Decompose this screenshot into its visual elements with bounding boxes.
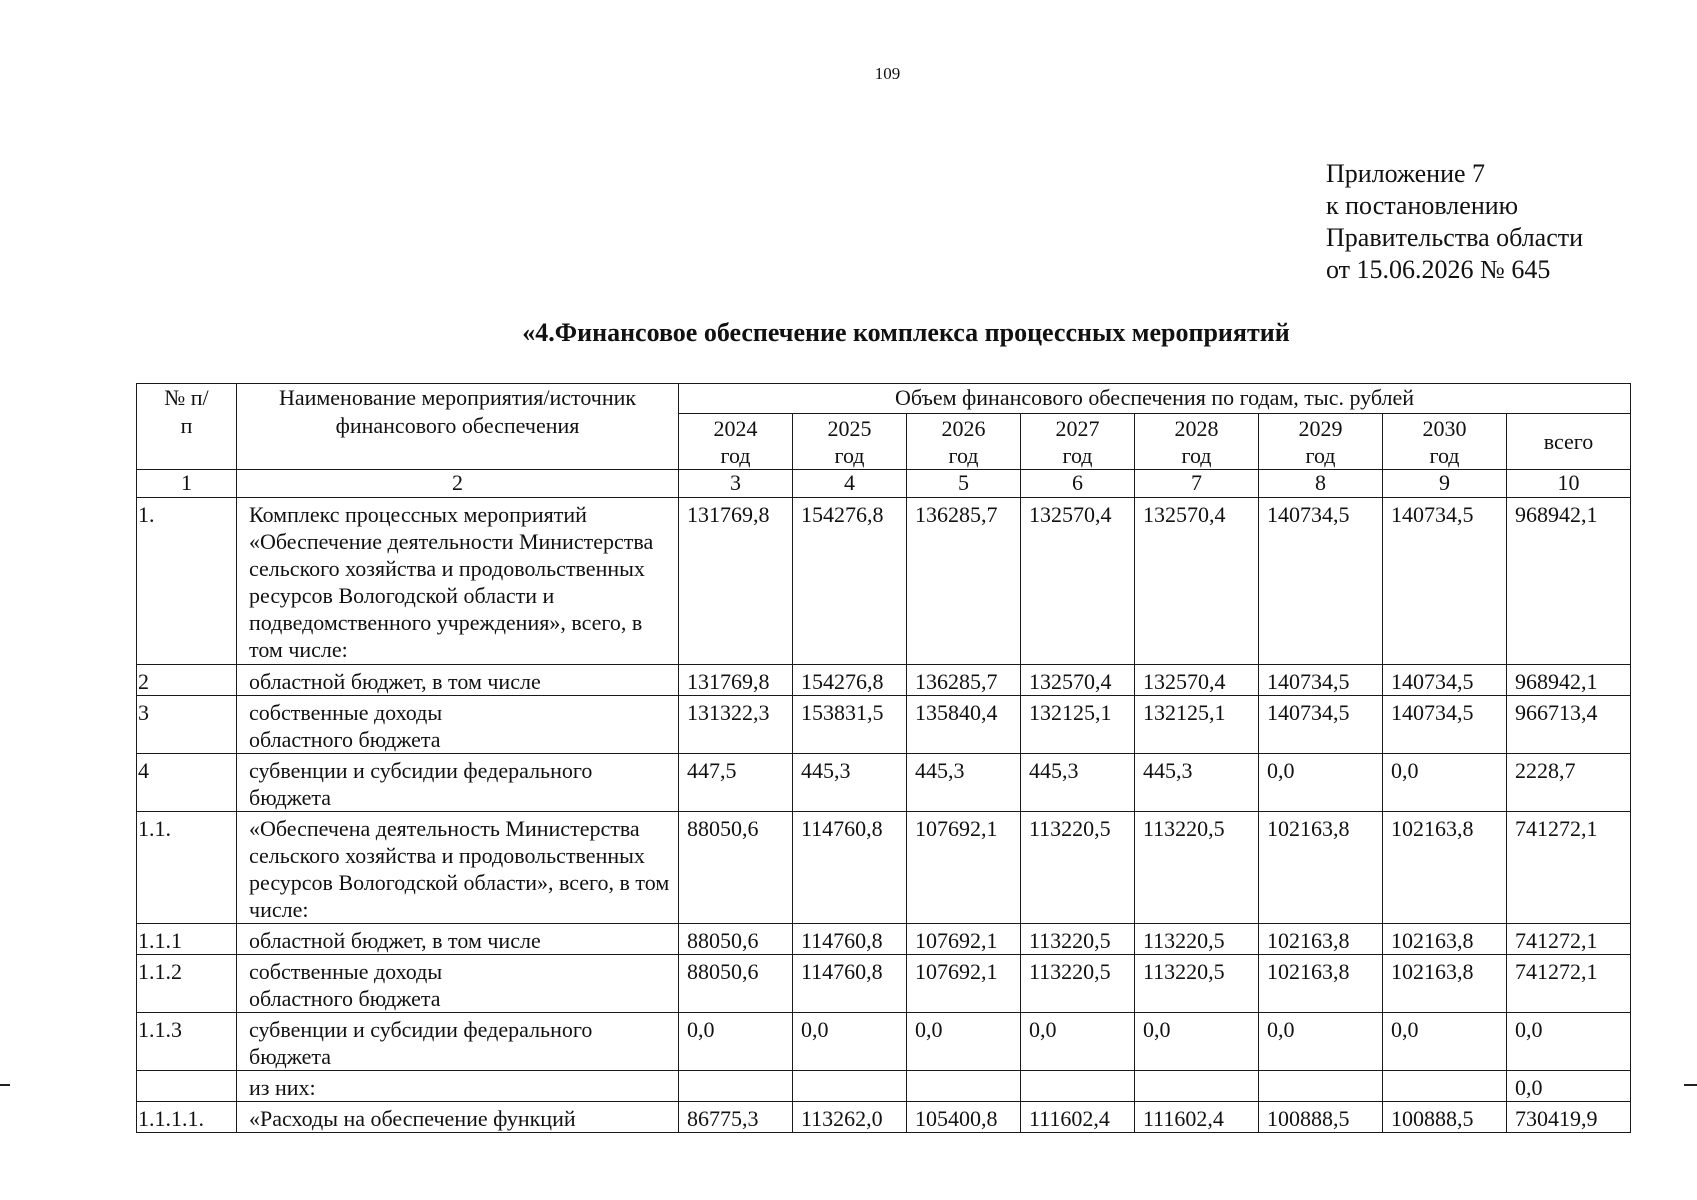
page-number: 109	[874, 64, 901, 83]
value-cell: 132570,4	[1021, 665, 1135, 696]
value-cell: 105400,8	[907, 1102, 1021, 1133]
value-cell: 135840,4	[907, 696, 1021, 754]
table-row	[137, 754, 1631, 812]
value-cell: 140734,5	[1383, 498, 1507, 665]
appendix-line: от 15.06.2026 № 645	[1326, 255, 1551, 284]
value-cell: 0,0	[1383, 1013, 1507, 1071]
value-cell: 445,3	[907, 754, 1021, 812]
row-name: из них:	[237, 1071, 679, 1102]
row-number	[137, 1071, 237, 1102]
column-number: 10	[1507, 470, 1631, 498]
value-cell	[793, 1071, 907, 1102]
value-cell: 88050,6	[679, 924, 793, 955]
column-number: 8	[1259, 470, 1383, 498]
value-cell: 0,0	[1021, 1013, 1135, 1071]
table-row	[137, 1102, 1631, 1133]
value-cell: 114760,8	[793, 812, 907, 924]
value-cell: 102163,8	[1383, 924, 1507, 955]
value-cell: 88050,6	[679, 812, 793, 924]
column-number: 1	[137, 470, 237, 498]
row-name: субвенции и субсидии федерального бюджета	[237, 754, 679, 812]
value-cell: 107692,1	[907, 955, 1021, 1013]
row-number: 1.1.2	[137, 955, 237, 1013]
value-cell: 88050,6	[679, 955, 793, 1013]
value-cell: 0,0	[1259, 1013, 1383, 1071]
financing-table	[136, 383, 1631, 1133]
value-cell: 140734,5	[1259, 696, 1383, 754]
table-row	[137, 812, 1631, 924]
appendix-block	[1326, 158, 1583, 286]
column-number: 4	[793, 470, 907, 498]
row-number: 1.1.3	[137, 1013, 237, 1071]
table-row	[137, 696, 1631, 754]
appendix-line: к постановлению	[1326, 191, 1519, 220]
table-row	[137, 665, 1631, 696]
value-cell: 131322,3	[679, 696, 793, 754]
column-number: 2	[237, 470, 679, 498]
value-cell: 140734,5	[1383, 665, 1507, 696]
value-cell: 113220,5	[1021, 812, 1135, 924]
appendix-line: Приложение 7	[1326, 159, 1486, 188]
row-number: 4	[137, 754, 237, 812]
row-name: Комплекс процессных мероприятий «Обеспечение деятельности Министерства сельского хозяйства и продовольственных ресурсов Вологодской области и подведомственного учреждения», всего, в том числе:	[237, 498, 679, 665]
value-cell: 447,5	[679, 754, 793, 812]
scan-edge-mark	[1684, 1084, 1697, 1086]
value-cell: 2228,7	[1507, 754, 1631, 812]
value-cell: 0,0	[793, 1013, 907, 1071]
value-cell: 966713,4	[1507, 696, 1631, 754]
column-number: 5	[907, 470, 1021, 498]
row-name: субвенции и субсидии федерального бюджета	[237, 1013, 679, 1071]
value-cell	[679, 1071, 793, 1102]
value-cell: 100888,5	[1383, 1102, 1507, 1133]
value-cell: 741272,1	[1507, 955, 1631, 1013]
value-cell: 113262,0	[793, 1102, 907, 1133]
value-cell	[1135, 1071, 1259, 1102]
value-cell: 102163,8	[1383, 955, 1507, 1013]
row-name: собственные доходы областного бюджета	[237, 955, 679, 1013]
value-cell: 102163,8	[1259, 812, 1383, 924]
value-cell: 132570,4	[1021, 498, 1135, 665]
row-name: областной бюджет, в том числе	[237, 924, 679, 955]
header-volume: Объем финансового обеспечения по годам, тыс. рублей	[679, 384, 1631, 414]
value-cell: 968942,1	[1507, 665, 1631, 696]
value-cell: 0,0	[1507, 1071, 1631, 1102]
value-cell: 140734,5	[1259, 665, 1383, 696]
value-cell: 0,0	[1135, 1013, 1259, 1071]
header-year: 2026 год	[907, 414, 1021, 470]
value-cell: 140734,5	[1383, 696, 1507, 754]
value-cell: 107692,1	[907, 924, 1021, 955]
table-row	[137, 1071, 1631, 1102]
row-name: областной бюджет, в том числе	[237, 665, 679, 696]
value-cell: 968942,1	[1507, 498, 1631, 665]
value-cell: 0,0	[679, 1013, 793, 1071]
value-cell: 136285,7	[907, 498, 1021, 665]
header-name: Наименование мероприятия/источник финансового обеспечения	[237, 384, 679, 470]
row-number: 3	[137, 696, 237, 754]
row-name: «Обеспечена деятельность Министерства сельского хозяйства и продовольственных ресурсов Вологодской области», всего, в том числе:	[237, 812, 679, 924]
document-title: «4.Финансовое обеспечение комплекса процессных мероприятий	[522, 318, 1290, 347]
header-year: 2027 год	[1021, 414, 1135, 470]
value-cell: 100888,5	[1259, 1102, 1383, 1133]
appendix-line: Правительства области	[1326, 223, 1584, 252]
value-cell: 113220,5	[1135, 955, 1259, 1013]
value-cell: 741272,1	[1507, 812, 1631, 924]
value-cell: 111602,4	[1021, 1102, 1135, 1133]
row-name: собственные доходы областного бюджета	[237, 696, 679, 754]
value-cell	[1021, 1071, 1135, 1102]
scan-edge-mark	[0, 1084, 10, 1086]
value-cell: 107692,1	[907, 812, 1021, 924]
value-cell: 445,3	[1021, 754, 1135, 812]
value-cell: 102163,8	[1259, 924, 1383, 955]
value-cell: 154276,8	[793, 665, 907, 696]
value-cell: 132570,4	[1135, 665, 1259, 696]
value-cell	[907, 1071, 1021, 1102]
column-numbers-row	[137, 470, 1631, 498]
value-cell: 113220,5	[1135, 924, 1259, 955]
value-cell: 0,0	[1507, 1013, 1631, 1071]
value-cell: 114760,8	[793, 924, 907, 955]
value-cell: 102163,8	[1383, 812, 1507, 924]
value-cell: 445,3	[1135, 754, 1259, 812]
table-row	[137, 498, 1631, 665]
header-row	[137, 384, 1631, 414]
value-cell: 113220,5	[1021, 924, 1135, 955]
column-number: 3	[679, 470, 793, 498]
header-year: 2024 год	[679, 414, 793, 470]
table-row	[137, 955, 1631, 1013]
value-cell	[1259, 1071, 1383, 1102]
header-year: 2030 год	[1383, 414, 1507, 470]
header-year: 2028 год	[1135, 414, 1259, 470]
value-cell: 730419,9	[1507, 1102, 1631, 1133]
value-cell: 86775,3	[679, 1102, 793, 1133]
row-number: 1.1.1.1.	[137, 1102, 237, 1133]
column-number: 7	[1135, 470, 1259, 498]
value-cell: 0,0	[907, 1013, 1021, 1071]
value-cell: 132125,1	[1021, 696, 1135, 754]
row-number: 1.	[137, 498, 237, 665]
value-cell: 0,0	[1259, 754, 1383, 812]
row-number: 1.1.	[137, 812, 237, 924]
header-year: 2029 год	[1259, 414, 1383, 470]
row-number: 1.1.1	[137, 924, 237, 955]
value-cell: 445,3	[793, 754, 907, 812]
value-cell: 741272,1	[1507, 924, 1631, 955]
value-cell: 131769,8	[679, 665, 793, 696]
value-cell: 132570,4	[1135, 498, 1259, 665]
header-year: 2025 год	[793, 414, 907, 470]
value-cell: 102163,8	[1259, 955, 1383, 1013]
value-cell: 111602,4	[1135, 1102, 1259, 1133]
value-cell: 114760,8	[793, 955, 907, 1013]
value-cell: 153831,5	[793, 696, 907, 754]
header-total: всего	[1507, 414, 1631, 470]
column-number: 9	[1383, 470, 1507, 498]
header-num: № п/п	[137, 384, 237, 470]
table-row	[137, 924, 1631, 955]
value-cell: 132125,1	[1135, 696, 1259, 754]
value-cell: 113220,5	[1021, 955, 1135, 1013]
value-cell: 0,0	[1383, 754, 1507, 812]
value-cell: 136285,7	[907, 665, 1021, 696]
value-cell: 140734,5	[1259, 498, 1383, 665]
column-number: 6	[1021, 470, 1135, 498]
value-cell: 131769,8	[679, 498, 793, 665]
table-row	[137, 1013, 1631, 1071]
value-cell: 154276,8	[793, 498, 907, 665]
row-number: 2	[137, 665, 237, 696]
value-cell	[1383, 1071, 1507, 1102]
row-name: «Расходы на обеспечение функций	[237, 1102, 679, 1133]
value-cell: 113220,5	[1135, 812, 1259, 924]
